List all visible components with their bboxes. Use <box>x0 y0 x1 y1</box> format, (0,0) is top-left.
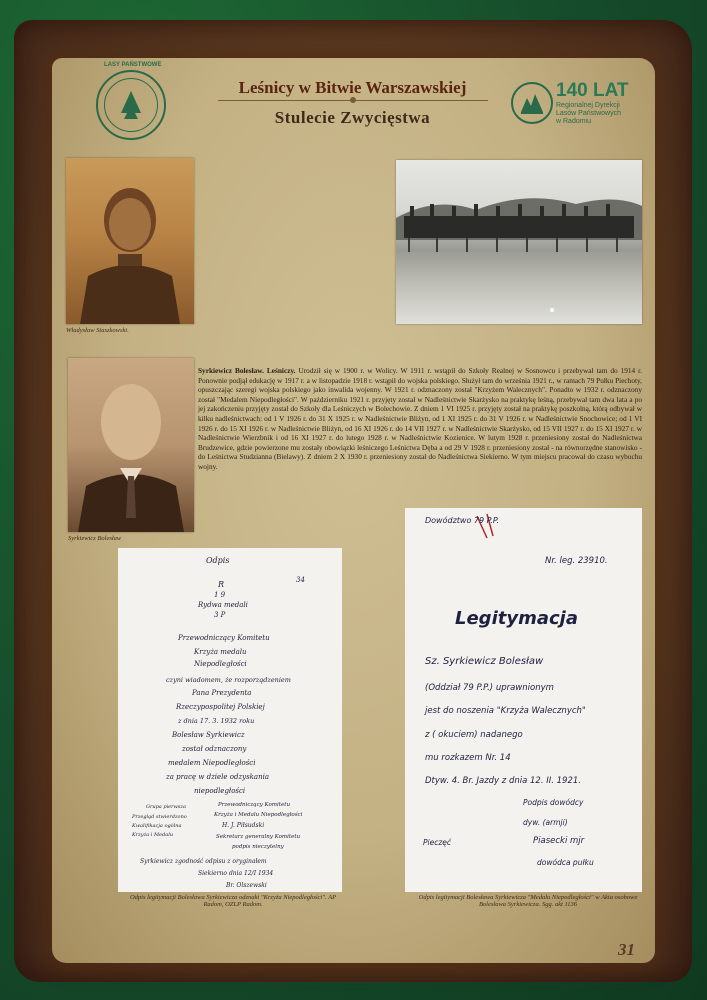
doc-right-line: Sz. Syrkiewicz Bolesław <box>425 656 544 667</box>
doc-left-note: Przegląd stwierdzono <box>132 814 187 820</box>
doc-right-caption: Odpis legitymacji Bolesława Syrkiewicza "Medalu Niepodległości" w Akta osobowe Bolesława Syrkiewicza. Sgg. akt 1136 <box>418 894 638 908</box>
doc-left-line: Krzyża i Medalu Niepodległości <box>214 812 303 818</box>
doc-left-line: Sekretarz generalny Komitetu <box>216 834 301 840</box>
doc-right-header: Dowództwo 79 P.P. <box>425 516 500 525</box>
doc-left-line: H. J. Piłsudski <box>222 822 265 829</box>
doc-right-sig: Podpis dowódcy <box>523 798 584 807</box>
doc-left-line: z dnia 17. 3. 1932 roku <box>178 717 255 725</box>
portrait-image <box>66 158 194 324</box>
anniversary-line-2: Lasów Państwowych <box>556 110 621 117</box>
doc-left-note: Kwalifikacja ogólna <box>132 823 182 829</box>
forest-icon <box>513 84 551 122</box>
doc-left-pageno: 34 <box>296 576 305 584</box>
doc-left-line: Przewodniczący Komitetu <box>218 802 290 808</box>
portrait-syrkiewicz <box>68 358 194 532</box>
doc-left-line: niepodległości <box>194 787 246 795</box>
doc-left-line: Bolesław Syrkiewicz <box>172 731 245 739</box>
page-title: Leśnicy w Bitwie Warszawskiej <box>238 78 467 97</box>
anniversary-block <box>556 80 629 126</box>
cavalry-image <box>396 160 642 324</box>
doc-left-line: Syrkiewicz zgodność odpisu z oryginałem <box>140 858 267 865</box>
doc-left-line: 3 P <box>214 611 226 619</box>
portrait-image <box>68 358 194 532</box>
doc-left-line: medalem Niepodległości <box>168 759 256 767</box>
doc-left-note: Krzyża i Medalu <box>132 832 174 838</box>
doc-right-line: jest do noszenia "Krzyża Walecznych" <box>425 706 586 716</box>
biography-text <box>198 366 642 472</box>
doc-right-line: mu rozkazem Nr. 14 <box>425 753 511 763</box>
lasy-panstwowe-logo <box>96 70 166 140</box>
doc-right-line: z ( okuciem) nadanego <box>425 730 523 740</box>
doc-right-number: Nr. leg. 23910. <box>545 556 608 566</box>
doc-left-line: Rydwa medali <box>198 601 248 609</box>
portrait1-caption: Władysław Staszkowski. <box>66 327 129 334</box>
doc-left-line: Br. Olszewski <box>226 882 267 889</box>
rdlp-radom-logo <box>511 82 553 124</box>
doc-left-line: 1 9 <box>214 591 226 599</box>
anniversary-line-1: Regionalnej Dyrekcji <box>556 102 620 109</box>
biography-lead: Syrkiewicz Bolesław. Leśniczy. <box>198 366 296 375</box>
page-subtitle: Stulecie Zwycięstwa <box>274 108 431 127</box>
doc-left-line: Siekierno dnia 12/I 1934 <box>198 870 274 877</box>
anniversary-title: 140 LAT <box>556 80 629 101</box>
document-medal-certificate <box>118 548 342 892</box>
doc-left-line: Pana Prezydenta <box>192 689 252 697</box>
tree-icon <box>105 79 157 131</box>
doc-left-line: Krzyża medalu <box>194 648 247 656</box>
doc-right-sig: dowódca pułku <box>537 858 594 867</box>
logo-left-text: LASY PAŃSTWOWE <box>104 62 162 68</box>
doc-right-line: (Oddział 79 P.P.) uprawnionym <box>425 683 554 693</box>
doc-left-line: R <box>218 580 225 589</box>
portrait2-caption: Syrkiewicz Bolesław <box>68 535 122 542</box>
doc-right-stamp-label: Pieczęć <box>423 838 452 847</box>
doc-left-caption: Odpis legitymacji Bolesława Syrkiewicza odznaki "Krzyża Niepodległości". AP Radom, OZLP Radom. <box>129 894 337 908</box>
doc-left-line: Niepodległości <box>194 660 247 668</box>
cavalry-photo <box>396 160 642 324</box>
doc-left-line: podpis nieczytelny <box>232 844 284 850</box>
document-legitimation <box>405 508 642 892</box>
doc-left-line: Przewodniczący Komitetu <box>178 634 270 642</box>
portrait-staszkowski <box>66 158 194 324</box>
doc-left-line: za pracę w dziele odzyskania <box>166 773 270 781</box>
anniversary-line-3: w Radomiu <box>556 118 592 125</box>
page-number: 31 <box>618 940 635 959</box>
doc-left-line: Rzeczypospolitej Polskiej <box>176 703 265 711</box>
doc-right-sig: Piasecki mjr <box>533 836 585 846</box>
doc-right-sig: dyw. (armji) <box>523 818 568 827</box>
doc-left-note: Grupa pierwsza <box>146 804 186 810</box>
doc-left-line: czyni wiadomem, że rozporządzeniem <box>166 676 291 684</box>
doc-left-line: został odznaczony <box>182 745 247 753</box>
doc-right-line: Dtyw. 4. Br. Jazdy z dnia 12. II. 1921. <box>425 776 581 786</box>
doc-right-title: Legitymacja <box>455 608 578 629</box>
doc-left-line: Odpis <box>206 556 230 565</box>
biography-body: Urodził się w 1900 r. w Wolicy. W 1911 r. wstąpił do Szkoły Realnej w Sosnowcu i przebywał tam do 1914 r. Ponownie podjął edukację w 1917 r. a w listopadzie 1918 r. wstąpił do wojska polskiego. Służył tam do września 1921 r., w ramach 79 Pułku Piechoty, opuszczając szeregi wojska polskiego jako inwalida wojenny. W 1921 r. odznaczony został "Krzyżem Walecznych". Ponadto w 1932 r. odznaczony został "Medalem Niepodległości". W październiku 1921 r. przyjęty został w Nadleśnictwie Skarżysko na praktykę leśną, przebywał tam dwa lata a po jej zakończeniu przyjęty został do Szkoły dla Leśniczych w Bolechowie. Z dniem 1 VI 1925 r. przyjęty został na praktykę poszkolną, którą odbywał w kilku nadleśnictwach: od 1 V 1926 r. do 31 X 1925 r. w Nadleśnictwie Bliżyn, od 1 XI 1925 r. do 31 V 1926 r. w Nadleśnictwie Snochowice; od 1 VI 1926 r. do 15 XI 1926 r. w Nadleśnictwie Bliżyn, od 16 XI 1926 r. do 14 VII 1927 r. w Nadleśnictwie Skarżysko, od 15 VII 1927 r. do 15 XI 1927 r. w Nadleśnictwie Wierzbnik i od 16 XI 1927 r. do lutego 1928 r. w Nadleśnictwie Kozienice. W lutym 1928 r. przeniesiony został do Nadleśnictwa Brudzewice, gdzie powierzone mu zostały obowiązki leśniczego Leśnictwa Dęba a od 29 V 1928 r. przeniesiony został - na równorzędne stanowisko - do Leśnictwa Studzianna (Bielawy). Z dniem 2 X 1930 r. przeniesiony został do Nadleśnictwa Siekierno. W tym miejscu pracował do czasu wybuchu wojny. <box>198 366 642 471</box>
title-dot <box>350 97 356 103</box>
